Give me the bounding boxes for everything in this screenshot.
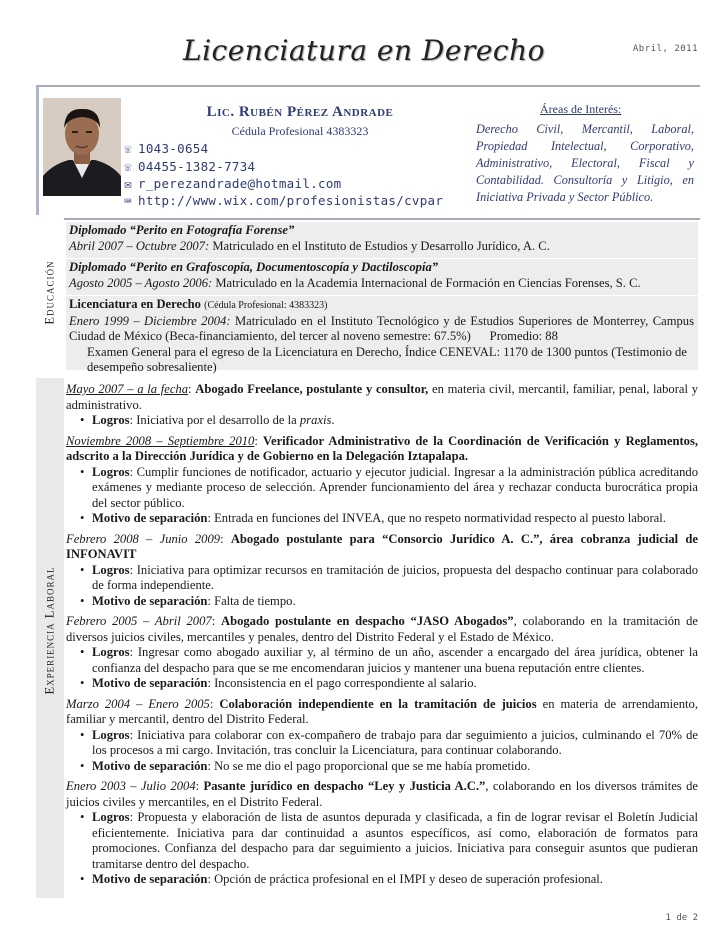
bullet-text: : Inconsistencia en el pago correspondiente al salario.: [207, 676, 477, 690]
job-desc: , colaborando en la tramitación de diversos juicios civiles, mercantiles y penales, dentro del Distrito Federal y el Estado de México.: [66, 614, 698, 644]
experience-list: [66, 382, 698, 893]
education-text: Matriculado en el Instituto de Estudios y Desarrollo Jurídico, A. C.: [212, 238, 550, 253]
bullet-label: Motivo de separación: [92, 511, 208, 525]
education-text: Matriculado en la Academia Internacional de Formación en Ciencias Forenses, S. C.: [215, 275, 641, 290]
education-period: Agosto 2005 – Agosto 2006:: [69, 275, 213, 290]
areas-title: Áreas de Interés:: [540, 102, 622, 116]
job-entry: Febrero 2005 – Abril 2007: Abogado postulante en despacho “JASO Abogados”, colaborando en la tramitación de diversos juicios civiles, mercantiles y penales, dentro del Distrito Federal y el Estado de México. • Logros: Ingresar como abogado auxiliar y, al término de un año, ascender a encargado del área jurídica, obtener la confianza del despacho para que se me encomendaran juicios y mantener una buena reputación entre clientes. • Motivo de separación: Inconsistencia en el pago correspondiente al salario.: [66, 614, 698, 692]
bullet-text: : Falta de tiempo.: [207, 593, 296, 608]
education-section-label: Educación: [42, 260, 57, 325]
computer-icon: ⌨: [124, 194, 132, 208]
job-period: Noviembre 2008 – Septiembre 2010: [66, 433, 255, 448]
bullet-label: Motivo de separación: [92, 758, 208, 773]
job-bullet: [66, 465, 698, 512]
contact-email[interactable]: [118, 176, 341, 191]
education-title: Diplomado “Perito en Grafoscopía, Documentoscopía y Dactiloscopía”: [69, 260, 439, 274]
contact-phone-2: [118, 159, 255, 174]
bullet-text: : No se me dio el pago proporcional que se me había prometido.: [207, 758, 531, 773]
job-title: Verificador Administrativo de la Coordinación de Verificación y Reglamentos, adscrito a la Dirección Jurídica y de Gobierno en la Delegación Iztapalapa.: [66, 433, 698, 463]
page-title: Licenciatura en Derecho: [183, 34, 545, 67]
education-title-note: (Cédula Profesional: 4383323): [204, 300, 328, 311]
bullet-text: : Ingresar como abogado auxiliar y, al término de un año, ascender a encargado del área jurídica, obtener la confianza del despacho para que se me encomendaran juicios y mantener una buena reputación entre clientes.: [92, 645, 698, 675]
page-number: 1 de 2: [665, 913, 698, 923]
job-period: Enero 2003 – Julio 2004: [66, 779, 196, 793]
bullet-text: : Iniciativa por el desarrollo de la: [129, 413, 300, 427]
job-desc: , colaborando en los diversos trámites de juicios civiles y mercantiles, en el Distrito Federal.: [66, 779, 698, 809]
job-bullet: [66, 594, 698, 610]
bullet-text: : Iniciativa para colaborar con ex-compañero de trabajo para dar seguimiento a juicios, culminando el 70% de los procesos a mi cargo. Invitación, tras concluir la Licenciatura, para continuar colaborando.: [92, 727, 698, 757]
email-value[interactable]: r_perezandrade@hotmail.com: [138, 176, 342, 191]
date-label: Abril, 2011: [632, 44, 698, 54]
job-title: Pasante jurídico en despacho “Ley y Justicia A.C.”: [203, 779, 486, 793]
education-text: Matriculado en el Instituto Tecnológico y de Estudios Superiores de Monterrey, Campus Ciudad de México (Beca-financiamiento, del tercer al noveno semestre: 67.5%) Promedio: 88: [69, 313, 698, 343]
education-item: [66, 259, 698, 295]
bullet-label: Motivo de separación: [92, 676, 208, 690]
job-period: Febrero 2005 – Abril 2007: [66, 614, 212, 628]
areas-text: Derecho Civil, Mercantil, Laboral, Propiedad Intelectual, Corporativo, Administrativo, Electoral, Fiscal y Contabilidad. Consultoría y Litigio, en Iniciativa Privada y Sector Público.: [476, 122, 694, 204]
job-title: Abogado postulante para “Consorcio Jurídico A. C.”, área cobranza judicial de INFONAVIT: [66, 531, 698, 561]
bullet-text: : Propuesta y elaboración de lista de asuntos depurada y clasificada, a fin de lograr revisar el Boletín Judicial eficientemente. Iniciativa para dar continuidad a asuntos específicos, así como, elaboración de formatos para promociones. Confianza del despacho para dar seguimiento a juicios. Iniciativa para conseguir asuntos que pudieran tramitarse dentro del despacho.: [92, 810, 698, 871]
bullet-label: Logros: [92, 810, 130, 824]
bullet-label: Logros: [92, 562, 130, 577]
job-bullet: [66, 728, 698, 759]
envelope-icon: ✉: [124, 177, 132, 191]
phone-2-value: 04455-1382-7734: [138, 159, 256, 174]
bullet-label: Motivo de separación: [92, 872, 208, 886]
education-period: Abril 2007 – Octubre 2007:: [69, 238, 210, 253]
bullet-label: Logros: [92, 727, 130, 742]
bullet-tail-italic: praxis: [299, 413, 332, 427]
job-entry: Enero 2003 – Julio 2004: Pasante jurídico en despacho “Ley y Justicia A.C.”, colaborando en los diversos trámites de juicios civiles y mercantiles, en el Distrito Federal. • Logros: Propuesta y elaboración de lista de asuntos depurada y clasificada, a fin de lograr revisar el Boletín Judicial eficientemente. Iniciativa para dar continuidad a asuntos específicos, así como, elaboración de formatos para promociones. Confianza del despacho para dar seguimiento a juicios. Iniciativa para conseguir asuntos que pudieran tramitarse dentro del despacho. • Motivo de separación: Opción de práctica profesional en el IMPI y deseo de superación profesional.: [66, 779, 698, 888]
job-desc: en materia civil, mercantil, familiar, penal, laboral y administrativo.: [66, 382, 699, 412]
job-bullet: [66, 810, 698, 872]
job-period: Mayo 2007 – a la fecha: [66, 382, 189, 396]
bullet-label: Motivo de separación: [92, 593, 208, 608]
job-period: Febrero 2008 – Junio 2009: [66, 531, 221, 546]
web-link[interactable]: http://www.wix.com/profesionistas/cvpar: [138, 193, 444, 208]
phone-icon: ☏: [124, 142, 132, 156]
job-entry: Marzo 2004 – Enero 2005: Colaboración independiente en la tramitación de juicios en materia de arrendamiento, familiar y mercantil, dentro del Distrito Federal. • Logros: Iniciativa para colaborar con ex-compañero de trabajo para dar seguimiento a juicios, culminando el 70% de los procesos a mi cargo. Invitación, tras concluir la Licenciatura, para continuar colaborando. • Motivo de separación: No se me dio el pago proporcional que se me había prometido.: [66, 697, 698, 775]
header-accent-bar: [36, 86, 39, 215]
education-extra: Examen General para el egreso de la Licenciatura en Derecho, Índice CENEVAL: 1170 de 1300 puntos (Testimonio de desempeño sobresaliente): [87, 344, 687, 374]
contact-phone-1: [118, 141, 208, 156]
job-period: Marzo 2004 – Enero 2005: [66, 696, 210, 711]
bullet-label: Logros: [92, 645, 130, 659]
phone-icon: ☏: [124, 160, 132, 174]
experience-section-label: Experiencia Laboral: [42, 566, 57, 695]
bullet-text: : Opción de práctica profesional en el IMPI y deseo de superación profesional.: [207, 872, 603, 886]
job-title: Abogado postulante en despacho “JASO Abogados”: [220, 614, 514, 628]
bullet-label: Logros: [92, 413, 130, 427]
job-entry: Noviembre 2008 – Septiembre 2010: Verificador Administrativo de la Coordinación de Verificación y Reglamentos, adscrito a la Dirección Jurídica y de Gobierno en la Delegación Iztapalapa. • Logros: Cumplir funciones de notificador, actuario y ejecutor judicial. Ingresar a la administración pública acreditando exámenes y mediante proceso de selección. Aprender funcionamiento del área y rechazar conducta burocrática propia del sector público. • Motivo de separación: Entrada en funciones del INVEA, que no respeto normatividad respecto al puesto laboral.: [66, 434, 698, 527]
job-title: Abogado Freelance, postulante y consultor,: [195, 382, 429, 396]
job-bullet: [66, 563, 698, 594]
education-title: Diplomado “Perito en Fotografía Forense”: [69, 223, 295, 237]
education-title: Licenciatura en Derecho: [69, 297, 201, 311]
bullet-label: Logros: [92, 464, 130, 479]
job-bullet: [66, 872, 698, 888]
bullet-text: : Entrada en funciones del INVEA, que no respeto normatividad respecto al puesto laboral.: [207, 511, 666, 525]
job-entry: Mayo 2007 – a la fecha: Abogado Freelance, postulante y consultor, en materia civil, mercantil, familiar, penal, laboral y administrativo. • Logros: Iniciativa por el desarrollo de la praxis.: [66, 382, 698, 429]
profile-name: Lic. Rubén Pérez Andrade: [206, 104, 394, 120]
education-item: [66, 296, 698, 374]
job-desc: en materia de arrendamiento, familiar y mercantil, dentro del Distrito Federal.: [66, 696, 699, 726]
education-item: [66, 222, 698, 258]
profile-cedula: Cédula Profesional 4383323: [231, 124, 369, 138]
job-bullet: [66, 676, 698, 692]
job-bullet: [66, 645, 698, 676]
job-title: Colaboración independiente en la tramitación de juicios: [219, 696, 537, 711]
bullet-text: : Cumplir funciones de notificador, actuario y ejecutor judicial. Ingresar a la administración pública acreditando exámenes y mediante proceso de selección. Aprender funcionamiento del área y rechazar conducta burocrática propia del sector público.: [92, 464, 698, 510]
job-bullet: [66, 413, 698, 429]
profile-photo: [43, 98, 121, 196]
job-bullet: [66, 759, 698, 775]
bullet-tail: .: [331, 413, 335, 427]
contact-web[interactable]: [118, 193, 443, 208]
education-period: Enero 1999 – Diciembre 2004:: [69, 313, 231, 328]
job-bullet: [66, 511, 698, 527]
phone-1-value: 1043-0654: [138, 141, 209, 156]
job-entry: Febrero 2008 – Junio 2009: Abogado postulante para “Consorcio Jurídico A. C.”, área cobranza judicial de INFONAVIT • Logros: Iniciativa para optimizar recursos en tramitación de juicios, propuesta del despacho continuar para colaborado de forma independiente. • Motivo de separación: Falta de tiempo.: [66, 532, 698, 610]
bullet-text: : Iniciativa para optimizar recursos en tramitación de juicios, propuesta del despacho continuar para colaborado de forma independiente.: [92, 562, 698, 592]
